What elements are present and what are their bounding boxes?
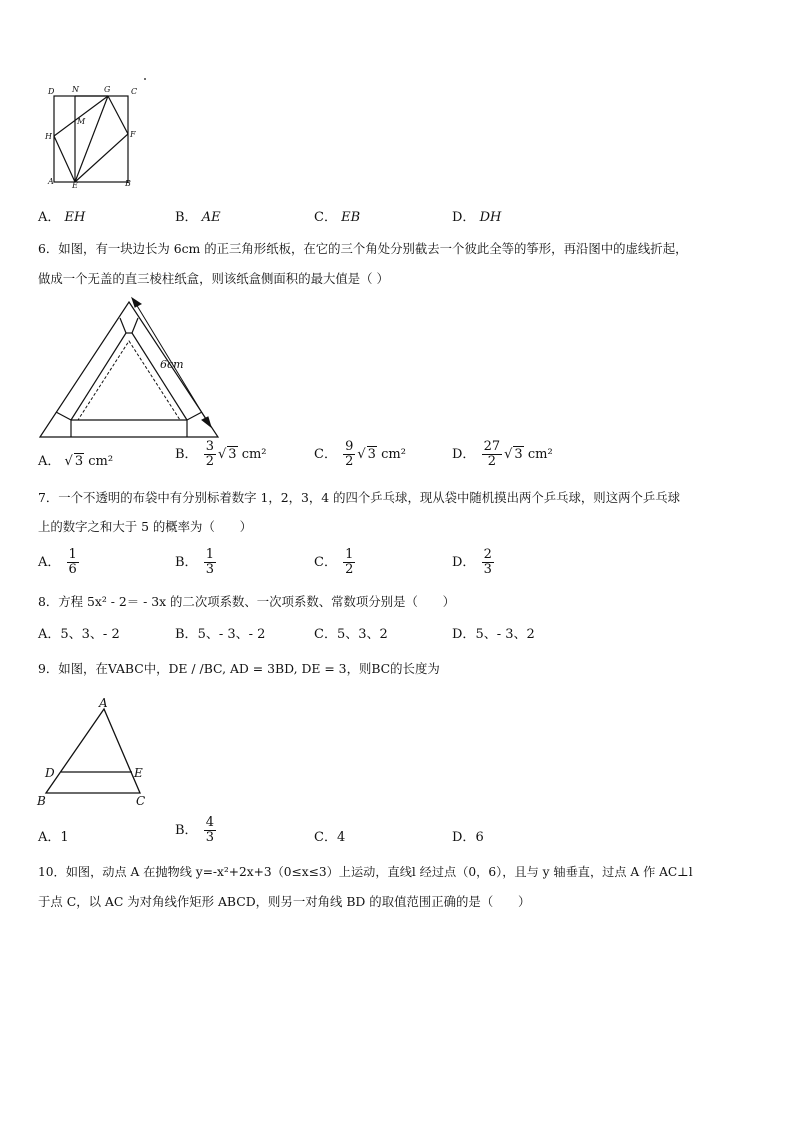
q7-option-b[interactable] — [175, 548, 218, 577]
q8-option-a[interactable] — [38, 623, 120, 642]
option-value: DH — [479, 210, 502, 225]
option-value: EB — [341, 210, 361, 225]
label-a: A — [99, 697, 108, 710]
radicand: 3 — [74, 454, 84, 469]
segment-gf — [108, 96, 128, 134]
fraction: $\frac{1}{6}$ — [68, 547, 77, 577]
option-letter: B． — [175, 823, 198, 838]
segment-fe — [75, 134, 128, 182]
fraction: $\frac{1}{3}$ — [205, 547, 214, 577]
q5-square-figure — [40, 76, 150, 191]
unit: cm² — [527, 447, 553, 462]
q5-option-a[interactable] — [38, 206, 85, 225]
label-n: N — [72, 85, 79, 94]
option-letter: C． — [314, 447, 337, 462]
dimension-label: 6cm — [160, 358, 184, 371]
option-letter: A． — [38, 627, 61, 642]
triangle-abc — [46, 709, 140, 793]
fraction: $\frac{1}{2}$ — [345, 547, 354, 577]
option-value: 5、3、2 — [336, 627, 388, 642]
q6-option-a[interactable] — [38, 450, 113, 469]
q7-option-d[interactable] — [452, 548, 496, 577]
outer-triangle — [40, 302, 218, 437]
dimension-arrowhead-bottom — [202, 417, 211, 427]
q9-option-a[interactable] — [38, 826, 69, 845]
q7-stem-line1: 7．一个不透明的布袋中有分别标着数字 1，2，3，4 的四个乒乓球，现从袋中随机摸出两个乒乓球，则这两个乒乓球 — [38, 490, 681, 505]
q6-stem-line1: 6．如图，有一块边长为 6cm 的正三角形纸板，在它的三个角处分别截去一个彼此全等的筝形，再沿图中的虚线折起， — [38, 241, 688, 256]
unit: cm² — [88, 454, 114, 469]
q6-option-c[interactable] — [314, 440, 406, 469]
q6-option-b[interactable] — [175, 440, 267, 469]
label-a: A — [48, 177, 54, 186]
kite-top-left — [120, 318, 126, 333]
q10-stem-line2: 于点 C，以 AC 为对角线作矩形 ABCD，则另一对角线 BD 的取值范围正确的是（ ） — [38, 894, 531, 909]
label-e: E — [134, 766, 143, 780]
label-h: H — [45, 132, 52, 141]
kite-br-1 — [187, 412, 202, 420]
option-letter: A． — [38, 830, 61, 845]
q9-option-b[interactable] — [175, 816, 218, 845]
label-b: B — [37, 794, 46, 808]
unit: cm² — [381, 447, 406, 462]
radicand: 3 — [514, 447, 523, 462]
fraction: $\frac{4}{3}$ — [205, 815, 214, 845]
q6-triangle-figure — [34, 296, 224, 442]
label-c: C — [131, 87, 138, 96]
label-d: D — [45, 766, 55, 780]
option-letter: D． — [452, 210, 476, 225]
q9-option-d[interactable] — [452, 826, 484, 845]
sqrt-symbol: √ — [357, 447, 366, 462]
q9-option-c[interactable] — [314, 826, 345, 845]
option-letter: A． — [38, 555, 61, 570]
q6-stem-line2: 做成一个无盖的直三棱柱纸盒，则该纸盒侧面积的最大值是（ ） — [38, 271, 389, 286]
kite-bl-1 — [56, 412, 71, 420]
label-m: M — [77, 117, 86, 126]
q7-stem-line2: 上的数字之和大于 5 的概率为（ ） — [38, 519, 253, 534]
label-f: F — [130, 130, 136, 139]
option-value: 5、3、- 2 — [60, 627, 120, 642]
option-letter: B． — [175, 555, 198, 570]
q8-option-b[interactable] — [175, 623, 265, 642]
option-value: 6 — [475, 830, 484, 845]
option-value: AE — [201, 210, 221, 225]
option-letter: D． — [452, 627, 476, 642]
radicand: 3 — [367, 447, 376, 462]
fraction: $\frac{27}{2}$ — [483, 439, 501, 469]
q8-option-c[interactable] — [314, 623, 388, 642]
label-e: E — [72, 181, 78, 190]
option-letter: C． — [314, 210, 337, 225]
fraction: $\frac{9}{2}$ — [345, 439, 354, 469]
q9-stem: 9．如图，在VABC中，DE / /BC, AD = 3BD, DE = 3，则BC的长度为 — [38, 661, 440, 676]
option-value: 1 — [60, 830, 69, 845]
label-c: C — [136, 794, 146, 808]
kite-top-right — [132, 318, 138, 333]
q6-option-d[interactable] — [452, 440, 553, 469]
option-value: 5、- 3、2 — [475, 627, 535, 642]
option-letter: C． — [314, 555, 337, 570]
option-letter: B． — [175, 627, 198, 642]
option-letter: D． — [452, 447, 476, 462]
fraction: $\frac{2}{3}$ — [483, 547, 492, 577]
option-letter: C． — [314, 830, 337, 845]
q10-stem-line1: 10．如图，动点 A 在抛物线 y=-x²+2x+3（0≤x≤3）上运动，直线l 经过点（0，6），且与 y 轴垂直，过点 A 作 AC⊥l — [38, 865, 693, 879]
sqrt-symbol: √ — [64, 454, 73, 469]
segment-he — [54, 136, 75, 182]
q7-option-a[interactable] — [38, 548, 81, 577]
q7-option-c[interactable] — [314, 548, 357, 577]
fraction: $\frac{3}{2}$ — [205, 439, 214, 469]
label-b: B — [125, 179, 131, 188]
option-letter: D． — [452, 830, 476, 845]
option-letter: B． — [175, 447, 198, 462]
option-value: 5、- 3、- 2 — [197, 627, 266, 642]
sqrt-symbol: √ — [217, 447, 227, 462]
label-d: D — [48, 87, 55, 96]
option-letter: D． — [452, 555, 476, 570]
option-letter: A． — [38, 210, 61, 225]
option-letter: B． — [175, 210, 198, 225]
q5-option-d[interactable] — [452, 206, 501, 225]
label-g: G — [104, 85, 111, 94]
fold-dashed-triangle — [78, 341, 180, 420]
q9-triangle-figure — [34, 697, 154, 809]
q5-option-c[interactable] — [314, 206, 360, 225]
q8-stem: 8．方程 5x² - 2＝ - 3x 的二次项系数、一次项系数、常数项分别是（ ） — [38, 594, 456, 609]
radicand: 3 — [228, 447, 237, 462]
option-letter: C． — [314, 627, 337, 642]
unit: cm² — [241, 447, 267, 462]
dimension-arrowhead-top — [132, 298, 141, 307]
option-letter: A． — [38, 454, 61, 469]
q8-option-d[interactable] — [452, 623, 535, 642]
option-value: 4 — [336, 830, 346, 845]
sqrt-symbol: √ — [504, 447, 513, 462]
option-value: EH — [64, 210, 86, 225]
q5-option-b[interactable] — [175, 206, 221, 225]
